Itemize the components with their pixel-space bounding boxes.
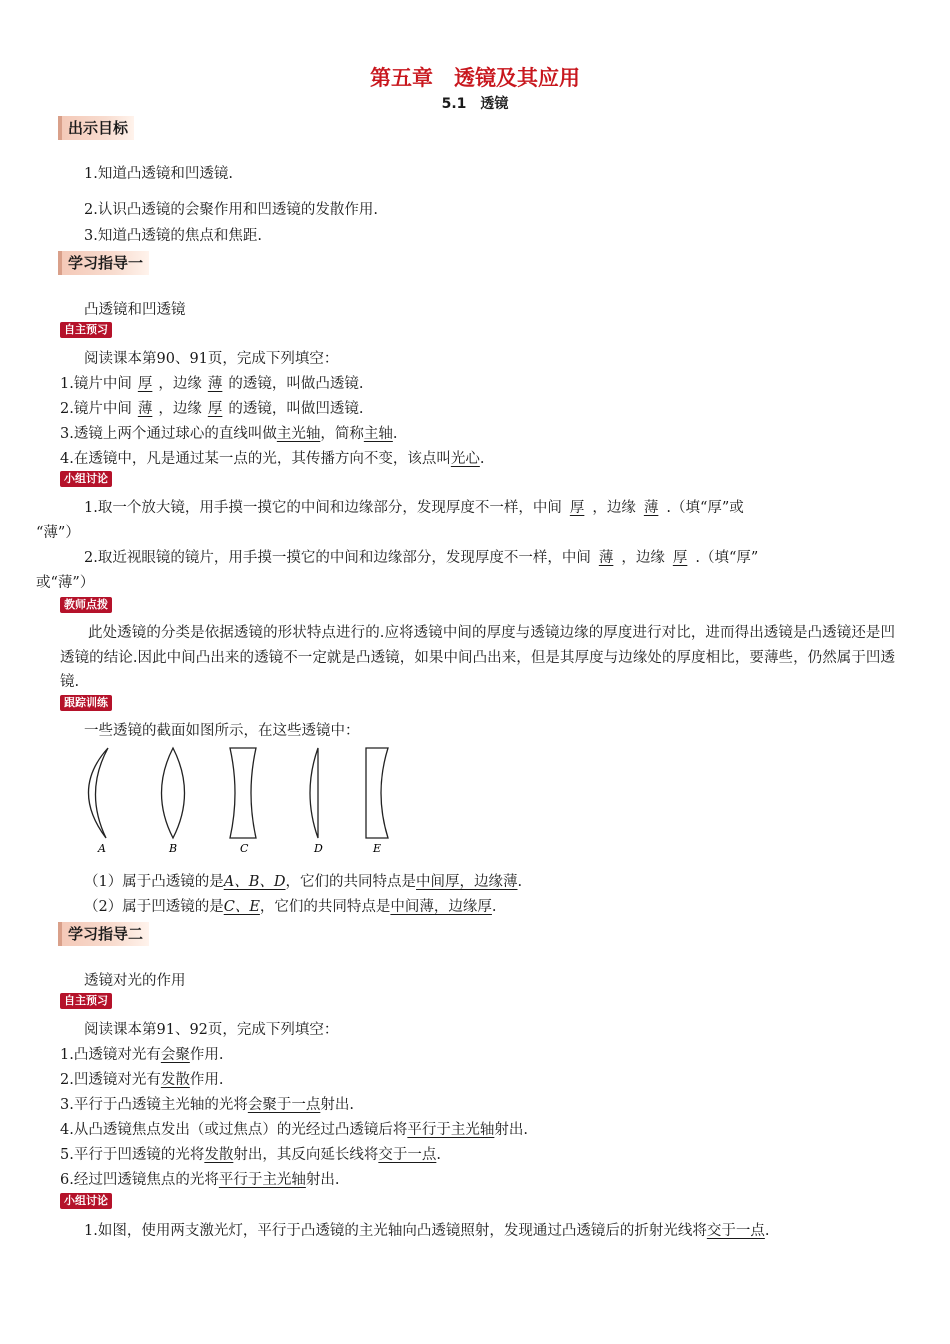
lens-cross-section-figure (70, 740, 410, 860)
answer-blank: 主轴 (363, 426, 393, 442)
answer-blank: 薄 (598, 550, 614, 566)
answer-blank: 中间薄，边缘厚 (390, 899, 492, 915)
tag-self-preview: 自主预习 (60, 322, 112, 338)
lens-d-shape (310, 748, 318, 838)
fill-question: 5.平行于凹透镜的光将发散射出，其反向延长线将交于一点. (60, 1147, 441, 1163)
answer-blank: 会聚于一点 (247, 1097, 321, 1113)
lens-e-shape (366, 748, 388, 838)
lens-label: C (240, 842, 249, 855)
fill-question: 1.凸透镜对光有会聚作用. (60, 1047, 224, 1063)
answer-blank: 厚 (672, 550, 688, 566)
answer-blank: A、B、D (223, 874, 286, 890)
tag-teacher-tip: 教师点拨 (60, 597, 112, 613)
discussion-question: 1.如图，使用两支激光灯，平行于凸透镜的主光轴向凸透镜照射，发现通过凸透镜后的折射光线将交于一点. (84, 1223, 770, 1239)
discussion-question: 1.取一个放大镜，用手摸一摸它的中间和边缘部分，发现厚度不一样，中间 厚 ，边缘 薄 .（填“厚”或 “薄”） (36, 500, 744, 541)
lens-label: B (169, 842, 178, 855)
lens-a-shape (88, 748, 108, 838)
answer-blank: 发散 (204, 1147, 234, 1163)
answer-blank: 光心 (450, 451, 480, 467)
lens-label: D (314, 842, 323, 855)
lens-label: E (373, 842, 382, 855)
section-header-guide2: 学习指导二 (58, 922, 149, 946)
preview-intro: 阅读课本第91、92页，完成下列填空： (84, 1022, 339, 1038)
answer-blank: 交于一点 (378, 1147, 437, 1163)
fill-question: 3.平行于凸透镜主光轴的光将会聚于一点射出. (60, 1097, 354, 1113)
answer-blank: 主光轴 (276, 426, 321, 442)
fill-question: 3.透镜上两个通过球心的直线叫做主光轴，简称主轴. (60, 426, 398, 442)
section-header-guide1: 学习指导一 (58, 251, 149, 275)
answer-blank: C、E (223, 899, 260, 915)
tag-group-discuss: 小组讨论 (60, 1193, 112, 1209)
teacher-tip-text: 此处透镜的分类是依据透镜的形状特点进行的.应将透镜中间的厚度与透镜边缘的厚度进行对比，进而得出透镜是凸透镜还是凹透镜的结论.因此中间凸出来的透镜不一定就是凸透镜，如果中间凸出来，但是其厚度与边缘处的厚度相比，要薄些，仍然属于凹透镜. (60, 625, 895, 690)
lens-b-shape (162, 748, 185, 838)
goal-item: 3.知道凸透镜的焦点和焦距. (84, 228, 262, 244)
goal-item: 1.知道凸透镜和凹透镜. (84, 166, 233, 182)
answer-blank: 厚 (207, 401, 223, 417)
practice-intro: 一些透镜的截面如图所示，在这些透镜中： (84, 723, 360, 739)
preview-intro: 阅读课本第90、91页，完成下列填空： (84, 351, 339, 367)
fill-question: 2.凹透镜对光有发散作用. (60, 1072, 224, 1088)
tag-group-discuss: 小组讨论 (60, 471, 112, 487)
goal-item: 2.认识凸透镜的会聚作用和凹透镜的发散作用. (84, 202, 378, 218)
answer-blank: 中间厚，边缘薄 (416, 874, 518, 890)
fill-question: 4.从凸透镜焦点发出（或过焦点）的光经过凸透镜后将平行于主光轴射出. (60, 1122, 528, 1138)
answer-blank: 薄 (207, 376, 223, 392)
section-subtitle: 5.1 透镜 (441, 96, 509, 112)
lens-c-shape (230, 748, 256, 838)
answer-blank: 发散 (160, 1072, 190, 1088)
answer-blank: 厚 (569, 500, 585, 516)
answer-blank: 薄 (137, 401, 153, 417)
answer-blank: 厚 (137, 376, 153, 392)
topic-heading: 凸透镜和凹透镜 (84, 302, 186, 318)
fill-question: 6.经过凹透镜焦点的光将平行于主光轴射出. (60, 1172, 340, 1188)
fill-question: 2.镜片中间 薄 ，边缘 厚 的透镜，叫做凹透镜. (60, 401, 364, 417)
topic-heading: 透镜对光的作用 (84, 973, 186, 989)
section-header-goals: 出示目标 (58, 116, 134, 140)
practice-answer: （2）属于凹透镜的是C、E，它们的共同特点是中间薄，边缘厚. (84, 899, 497, 915)
chapter-title: 第五章 透镜及其应用 (370, 66, 580, 90)
answer-blank: 交于一点 (706, 1223, 765, 1239)
answer-blank: 平行于主光轴 (218, 1172, 306, 1188)
fill-question: 1.镜片中间 厚 ，边缘 薄 的透镜，叫做凸透镜. (60, 376, 364, 392)
answer-blank: 平行于主光轴 (407, 1122, 495, 1138)
tag-self-preview: 自主预习 (60, 993, 112, 1009)
lens-label: A (98, 842, 106, 855)
answer-blank: 会聚 (160, 1047, 190, 1063)
fill-question: 4.在透镜中，凡是通过某一点的光，其传播方向不变，该点叫光心. (60, 451, 485, 467)
answer-blank: 薄 (643, 500, 659, 516)
practice-answer: （1）属于凸透镜的是A、B、D，它们的共同特点是中间厚，边缘薄. (84, 874, 523, 890)
discussion-question: 2.取近视眼镜的镜片，用手摸一摸它的中间和边缘部分，发现厚度不一样，中间 薄 ，边缘 厚 .（填“厚” 或“薄”） (36, 550, 759, 591)
tag-follow-practice: 跟踪训练 (60, 695, 112, 711)
